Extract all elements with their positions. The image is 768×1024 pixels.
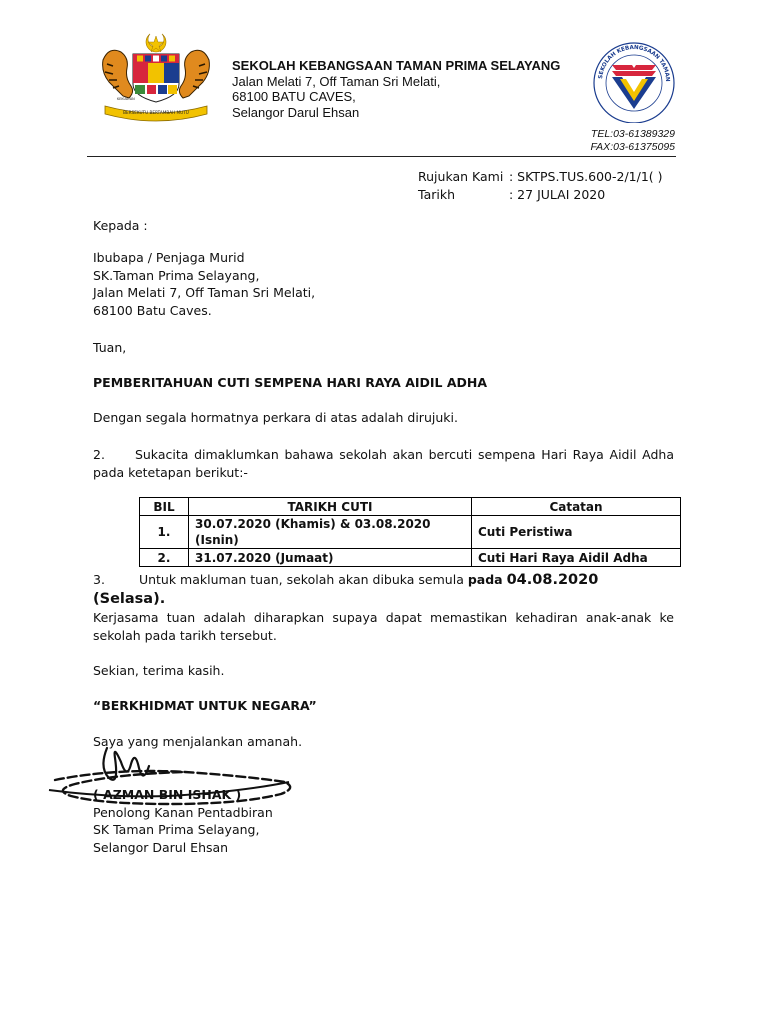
paragraph-4 xyxy=(93,609,674,644)
malaysia-coat-of-arms-icon xyxy=(95,30,217,122)
table-cell: 30.07.2020 (Khamis) & 03.08.2020 (Isnin) xyxy=(189,516,472,549)
paragraph-3-pada: pada xyxy=(467,572,503,587)
school-emblem-icon xyxy=(588,37,680,123)
table-cell: Cuti Peristiwa xyxy=(472,516,681,549)
paragraph-number: 3. xyxy=(93,572,105,587)
recipient-line: SK.Taman Prima Selayang, xyxy=(93,267,260,283)
recipient-line: 68100 Batu Caves. xyxy=(93,303,212,319)
paragraph-4-line: Kerjasama tuan adalah diharapkan supaya dapat memastikan kehadiran anak-anak ke xyxy=(93,610,674,625)
table-row xyxy=(140,516,681,549)
address-line: Jalan Melati 7, Off Taman Sri Melati, xyxy=(232,73,441,89)
table-cell: 2. xyxy=(140,549,189,567)
closing: Sekian, terima kasih. xyxy=(93,663,225,678)
column-header-tarikh-cuti: TARIKH CUTI xyxy=(189,498,472,516)
column-header-bil: BIL xyxy=(140,498,189,516)
reference-value: : SKTPS.TUS.600-2/1/1( ) xyxy=(509,169,663,184)
letter-subject: PEMBERITAHUAN CUTI SEMPENA HARI RAYA AIDIL ADHA xyxy=(93,375,488,390)
reference-block xyxy=(418,168,663,203)
paragraph-2-text: Sukacita dimaklumkan bahawa sekolah akan bercuti sempena Hari Raya Aidil Adha xyxy=(134,447,674,462)
paragraph-4-line: sekolah pada tarikh tersebut. xyxy=(93,627,277,643)
address-line: 68100 BATU CAVES, xyxy=(232,89,356,104)
recipient-line: Ibubapa / Penjaga Murid xyxy=(93,250,245,265)
paragraph-2-continuation: pada ketetapan berikut:- xyxy=(93,464,248,480)
table-cell: Cuti Hari Raya Aidil Adha xyxy=(472,549,681,567)
holiday-table xyxy=(139,497,681,567)
school-name: SEKOLAH KEBANGSAAN TAMAN PRIMA SELAYANG xyxy=(232,58,561,73)
table-cell: 31.07.2020 (Jumaat) xyxy=(189,549,472,567)
address-line: Selangor Darul Ehsan xyxy=(232,104,360,120)
paragraph-1: Dengan segala hormatnya perkara di atas adalah dirujuki. xyxy=(93,410,458,425)
date-label: Tarikh xyxy=(418,186,455,202)
signatory-title: Penolong Kanan Pentadbiran xyxy=(93,804,273,820)
letterhead-divider xyxy=(87,156,676,157)
date-value: : 27 JULAI 2020 xyxy=(509,186,606,202)
signatory-block xyxy=(93,786,674,857)
column-header-catatan: Catatan xyxy=(472,498,681,516)
reference-label: Rujukan Kami xyxy=(418,169,504,184)
school-contact xyxy=(555,128,675,154)
svg-text:BERSEKUTU BERTAMBAH MUTU: BERSEKUTU BERTAMBAH MUTU xyxy=(123,110,189,115)
table-header-row xyxy=(140,498,681,516)
signoff: Saya yang menjalankan amanah. xyxy=(93,734,303,749)
fax-number: FAX:03-61375095 xyxy=(590,141,675,153)
svg-text:KEKUATAN: KEKUATAN xyxy=(117,97,135,101)
telephone-number: TEL:03-61389329 xyxy=(590,128,675,140)
paragraph-3-text: Untuk makluman tuan, sekolah akan dibuka semula xyxy=(138,572,464,587)
recipient-line: Jalan Melati 7, Off Taman Sri Melati, xyxy=(93,285,316,301)
school-letterhead xyxy=(232,58,560,120)
signatory-state: Selangor Darul Ehsan xyxy=(93,840,229,856)
table-cell: 1. xyxy=(140,516,189,549)
paragraph-number: 2. xyxy=(93,447,105,462)
salutation: Tuan, xyxy=(93,340,127,355)
motto: “BERKHIDMAT UNTUK NEGARA” xyxy=(93,698,317,713)
kepada-label: Kepada : xyxy=(93,218,148,233)
reopen-date: 04.08.2020 (Selasa). xyxy=(93,572,599,607)
signatory-school: SK Taman Prima Selayang, xyxy=(93,822,260,838)
recipient-address xyxy=(93,249,674,320)
paragraph-2 xyxy=(93,446,674,481)
signatory-name: ( AZMAN BIN ISHAK ) xyxy=(93,787,242,802)
paragraph-3 xyxy=(93,571,674,608)
svg-text:SEKOLAH KEBANGSAAN TAMAN PRIMA: SEKOLAH KEBANGSAAN TAMAN xyxy=(598,44,671,82)
table-row xyxy=(140,549,681,567)
